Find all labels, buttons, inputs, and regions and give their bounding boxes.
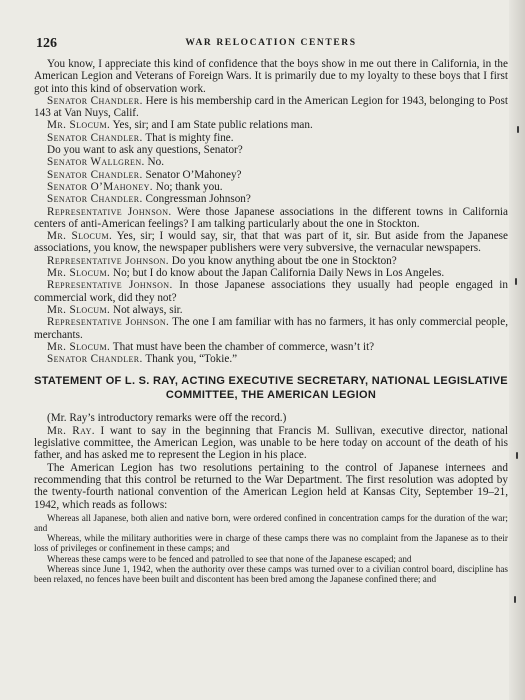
paragraph-text: Not always, sir. bbox=[110, 303, 183, 316]
paragraph-text: That must have been the chamber of commerce, wasn’t it? bbox=[110, 340, 375, 353]
speaker-name: Mr. Slocum. bbox=[47, 230, 113, 243]
paragraph bbox=[34, 279, 508, 304]
paragraph bbox=[34, 425, 508, 462]
speaker-name: Representative Johnson. bbox=[47, 205, 172, 218]
speaker-name: Senator Wallgren. bbox=[47, 156, 145, 169]
speaker-name: Senator Chandler. bbox=[47, 131, 143, 144]
paragraph-text: No. bbox=[144, 156, 164, 169]
paragraph bbox=[34, 462, 508, 511]
paragraph-text: Do you want to ask any questions, Senator? bbox=[47, 144, 243, 157]
speaker-name: Representative Johnson. bbox=[47, 316, 170, 329]
paragraph-text: Congressman Johnson? bbox=[142, 193, 251, 206]
paragraph-text: Here is his membership card in the American Legion for 1943, belonging to Post 143 at Van Nuys, Calif. bbox=[34, 94, 508, 120]
resolution-clause: Whereas since June 1, 1942, when the authority over these camps was turned over to a civilian control board, discipline has been relaxed, no fences have been built and discontent has been bred among the Japanese confined there; and bbox=[34, 563, 508, 585]
resolution-text bbox=[34, 513, 508, 584]
page-number: 126 bbox=[36, 36, 57, 51]
paragraph bbox=[34, 193, 508, 205]
resolution-clause: Whereas, while the military authorities were in charge of these camps there was no complaint from the Japanese as to their loss of privileges or confinement in these camps; and bbox=[34, 533, 508, 554]
paragraph bbox=[34, 58, 508, 95]
paragraph-text: You know, I appreciate this kind of confidence that the boys show in me out there in California, in the American Legion and Veterans of Foreign Wars. It is primarily due to my loyalty to these boys that I first got into this kind of observation work. bbox=[34, 58, 508, 95]
paragraph bbox=[34, 95, 508, 120]
paragraph bbox=[34, 353, 508, 365]
paragraph bbox=[34, 132, 508, 144]
speaker-name: Senator Chandler. bbox=[47, 353, 143, 366]
paragraph bbox=[34, 412, 508, 424]
speaker-name: Mr. Slocum. bbox=[47, 303, 111, 316]
paragraph-text: In those Japanese associations they usually had people engaged in commercial work, did they not? bbox=[34, 279, 509, 304]
paragraph bbox=[34, 156, 508, 168]
paragraph-text: Were those Japanese associations in the different towns in California centers of anti-American feelings? I am talking particularly about the one in Stockton. bbox=[34, 205, 508, 230]
speaker-name: Mr. Slocum. bbox=[47, 340, 111, 353]
paragraph-text: Thank you, “Tokie.” bbox=[142, 353, 238, 366]
resolution-clause: Whereas all Japanese, both alien and native born, were ordered confined in concentration camps for the duration of the war; and bbox=[34, 512, 508, 533]
paragraph bbox=[34, 255, 508, 267]
speaker-name: Representative Johnson. bbox=[47, 254, 169, 267]
page-edge bbox=[509, 0, 525, 700]
statement-heading: STATEMENT OF L. S. RAY, ACTING EXECUTIVE SECRETARY, NATIONAL LEGISLATIVE COMMITTEE, THE AMERICAN LEGION bbox=[34, 375, 508, 401]
paragraph-text: Senator O’Mahoney? bbox=[142, 168, 242, 181]
statement-section bbox=[34, 412, 508, 510]
margin-mark bbox=[517, 126, 519, 133]
paragraph bbox=[34, 267, 508, 279]
speaker-name: Senator Chandler. bbox=[47, 193, 143, 206]
paragraph bbox=[34, 144, 508, 156]
paragraph bbox=[34, 316, 508, 341]
speaker-name: Senator Chandler. bbox=[47, 94, 143, 107]
paragraph-text: No; but I do know about the Japan California Daily News in Los Angeles. bbox=[110, 267, 445, 280]
speaker-name: Mr. Slocum. bbox=[47, 119, 111, 132]
paragraph-text: Yes, sir; and I am State public relations man. bbox=[110, 119, 313, 132]
paragraph-text: That is mighty fine. bbox=[142, 131, 234, 144]
paragraph bbox=[34, 181, 508, 193]
page-header bbox=[36, 36, 506, 52]
body-text bbox=[34, 58, 508, 584]
paragraph-text: No; thank you. bbox=[152, 180, 223, 193]
paragraph-text: The American Legion has two resolutions pertaining to the control of Japanese internees and recommending that this control be returned to the War Department. The first resolution was adopted by the twenty-fourth national convention of the American Legion held at Kansas City, September 19–21, 1942, which reads as follows: bbox=[34, 461, 508, 511]
running-head: WAR RELOCATION CENTERS bbox=[185, 38, 357, 48]
paragraph-text: The one I am familiar with has no farmers, it has only commercial people, merchants. bbox=[34, 316, 508, 341]
resolution-clause: Whereas these camps were to be fenced and patrolled to see that none of the Japanese escaped; and bbox=[47, 553, 412, 564]
paragraph bbox=[34, 119, 508, 131]
paragraph-text: I want to say in the beginning that Francis M. Sullivan, executive director, national legislative committee, the American Legion, was unable to be here today on account of the death of his father, and has asked me to represent the Legion in his place. bbox=[34, 424, 508, 462]
paragraph bbox=[34, 206, 508, 231]
paragraph bbox=[34, 169, 508, 181]
paragraph-text: Do you know anything about tbe one in Stockton? bbox=[168, 254, 397, 267]
paragraph bbox=[34, 304, 508, 316]
speaker-name: Representative Johnson. bbox=[47, 279, 173, 292]
speaker-name: Senator Chandler. bbox=[47, 168, 143, 181]
paragraph bbox=[34, 230, 508, 255]
speaker-name: Mr. Ray. bbox=[47, 424, 95, 437]
paragraph bbox=[34, 341, 508, 353]
paragraph-text: (Mr. Ray’s introductory remarks were off the record.) bbox=[47, 412, 287, 425]
paragraph-text: Yes, sir; I would say, sir, that that was part of it, sir. But aside from the Japanese associations, you know, the newspaper publishers were very subversive, the vernacular newspapers. bbox=[34, 230, 508, 255]
speaker-name: Mr. Slocum. bbox=[47, 267, 111, 280]
margin-mark bbox=[515, 278, 517, 285]
speaker-name: Senator O’Mahoney. bbox=[47, 180, 153, 193]
margin-mark bbox=[516, 452, 518, 459]
margin-mark bbox=[514, 596, 516, 603]
testimony-section bbox=[34, 58, 508, 365]
